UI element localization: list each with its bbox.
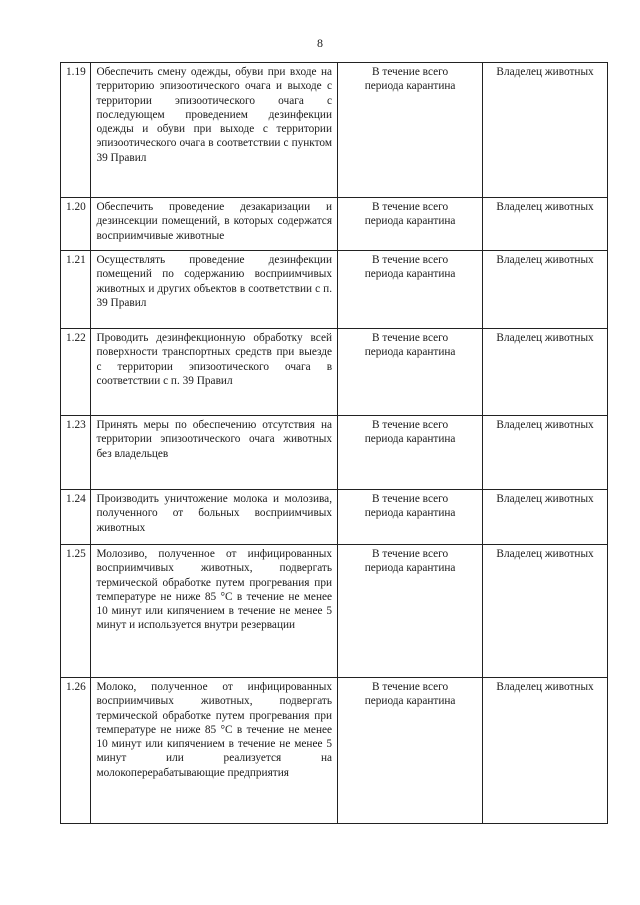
item-number: 1.22 — [61, 329, 91, 416]
measure-text: Молоко, полученное от инфицированных восприимчивых животных, подвергать термической обработке путем прогревания при температуре не ниже 85 °С в течение не менее 10 минут или кипячением в течение не менее 5 минут или реализуется на молокоперерабатывающие предприятия — [91, 678, 338, 824]
item-number: 1.20 — [61, 198, 91, 251]
responsible-text: Владелец животных — [483, 329, 608, 416]
responsible-text: Владелец животных — [483, 198, 608, 251]
measure-text: Обеспечить смену одежды, обуви при входе на территорию эпизоотического очага и выходе с территории эпизоотического очага с последующем проведением дезинфекции одежды и обуви при выходе с территории эпизоотического очага в соответствии с пунктом 39 Правил — [91, 63, 338, 198]
deadline-text: В течение всего периода карантина — [338, 490, 483, 545]
measure-text: Осуществлять проведение дезинфекции помещений по содержанию восприимчивых животных и других объектов в соответствии с п. 39 Правил — [91, 251, 338, 329]
measure-text: Производить уничтожение молока и молозива, полученного от больных восприимчивых животных — [91, 490, 338, 545]
deadline-text: В течение всего периода карантина — [338, 545, 483, 678]
page-number: 8 — [317, 36, 323, 50]
responsible-text: Владелец животных — [483, 678, 608, 824]
responsible-text: Владелец животных — [483, 416, 608, 490]
table-row — [61, 63, 608, 198]
measures-table — [60, 62, 608, 824]
table-row — [61, 198, 608, 251]
deadline-text: В течение всего периода карантина — [338, 198, 483, 251]
item-number: 1.26 — [61, 678, 91, 824]
measure-text: Принять меры по обеспечению отсутствия на территории эпизоотического очага животных без владельцев — [91, 416, 338, 490]
deadline-text: В течение всего периода карантина — [338, 416, 483, 490]
table-row — [61, 678, 608, 824]
responsible-text: Владелец животных — [483, 545, 608, 678]
measure-text: Молозиво, полученное от инфицированных восприимчивых животных, подвергать термической обработке путем прогревания при температуре не ниже 85 °С в течение не менее 10 минут или кипячением в течение не менее 5 минут и используется внутри резервации — [91, 545, 338, 678]
item-number: 1.19 — [61, 63, 91, 198]
table-row — [61, 251, 608, 329]
measure-text: Проводить дезинфекционную обработку всей поверхности транспортных средств при выезде с территории эпизоотического очага в соответствии с п. 39 Правил — [91, 329, 338, 416]
table-row — [61, 545, 608, 678]
item-number: 1.25 — [61, 545, 91, 678]
responsible-text: Владелец животных — [483, 490, 608, 545]
measures-table-body — [61, 63, 608, 824]
responsible-text: Владелец животных — [483, 251, 608, 329]
deadline-text: В течение всего периода карантина — [338, 251, 483, 329]
table-row — [61, 416, 608, 490]
deadline-text: В течение всего периода карантина — [338, 63, 483, 198]
table-row — [61, 329, 608, 416]
item-number: 1.23 — [61, 416, 91, 490]
responsible-text: Владелец животных — [483, 63, 608, 198]
measure-text: Обеспечить проведение дезакаризации и дезинсекции помещений, в которых содержатся восприимчивые животные — [91, 198, 338, 251]
item-number: 1.24 — [61, 490, 91, 545]
table-row — [61, 490, 608, 545]
deadline-text: В течение всего периода карантина — [338, 329, 483, 416]
item-number: 1.21 — [61, 251, 91, 329]
deadline-text: В течение всего периода карантина — [338, 678, 483, 824]
